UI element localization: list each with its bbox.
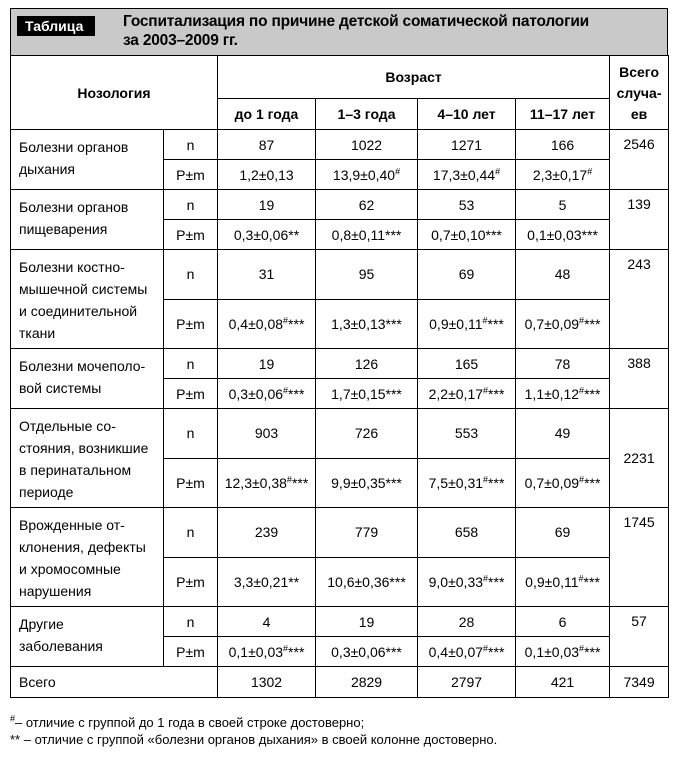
row-label-p: P±m xyxy=(164,557,218,607)
count-cell: 19 xyxy=(316,607,418,637)
summary-value: 2829 xyxy=(316,667,418,698)
pm-cell: 9,9±0,35*** xyxy=(316,458,418,508)
table-header xyxy=(10,8,668,55)
nozology-cell xyxy=(11,607,164,667)
count-cell: 658 xyxy=(418,508,516,558)
pm-cell: 0,1±0,03*** xyxy=(516,220,610,250)
pm-cell: 1,3±0,13*** xyxy=(316,299,418,349)
summary-row xyxy=(11,667,669,698)
nozology-cell xyxy=(11,130,164,190)
table-row-n xyxy=(11,250,669,300)
pm-cell: 0,3±0,06#*** xyxy=(218,379,316,409)
total-cell: 2231 xyxy=(610,409,669,508)
nozology-name-line: нарушения xyxy=(19,583,92,599)
col-header-total xyxy=(610,56,669,130)
summary-total: 7349 xyxy=(610,667,669,698)
count-cell: 69 xyxy=(516,508,610,558)
count-cell: 95 xyxy=(316,250,418,300)
nozology-cell xyxy=(11,349,164,409)
count-cell: 239 xyxy=(218,508,316,558)
table-row-n xyxy=(11,409,669,459)
nozology-name-line: заболевания xyxy=(19,638,103,654)
footnote-2: ** – отличие с группой «болезни органов дыхания» в своей колонне достоверно. xyxy=(10,732,498,747)
row-label-n: n xyxy=(164,607,218,637)
count-cell: 6 xyxy=(516,607,610,637)
nozology-name-line: Болезни мочеполо- xyxy=(19,358,146,374)
pm-cell: 0,1±0,03#*** xyxy=(218,637,316,667)
pm-cell: 0,7±0,09#*** xyxy=(516,458,610,508)
count-cell: 5 xyxy=(516,190,610,220)
summary-value: 421 xyxy=(516,667,610,698)
pm-cell: 0,3±0,06*** xyxy=(316,637,418,667)
summary-value: 2797 xyxy=(418,667,516,698)
total-line-3: ев xyxy=(630,106,648,122)
footnote-1: #– отличие с группой до 1 года в своей строке достоверно; xyxy=(10,713,365,730)
row-label-p: P±m xyxy=(164,160,218,190)
total-cell: 139 xyxy=(610,190,669,250)
header-row xyxy=(11,56,669,99)
row-label-n: n xyxy=(164,349,218,379)
count-cell: 903 xyxy=(218,409,316,459)
age-header: 4–10 лет xyxy=(418,99,516,130)
nozology-name-line: пищеварения xyxy=(19,221,108,237)
count-cell: 78 xyxy=(516,349,610,379)
nozology-cell xyxy=(11,190,164,250)
nozology-name-line: стояния, возникшие xyxy=(19,440,149,456)
pm-cell: 2,3±0,17# xyxy=(516,160,610,190)
pm-cell: 12,3±0,38#*** xyxy=(218,458,316,508)
pm-cell: 1,1±0,12#*** xyxy=(516,379,610,409)
nozology-cell xyxy=(11,250,164,349)
total-cell: 1745 xyxy=(610,508,669,607)
nozology-name-line: Врожденные от- xyxy=(19,517,125,533)
table-tag: Таблица xyxy=(17,16,95,36)
nozology-name-line: и хромосомные xyxy=(19,561,121,577)
nozology-name-line: мышечной системы xyxy=(19,281,148,297)
age-header: 11–17 лет xyxy=(516,99,610,130)
nozology-name-line: Болезни органов xyxy=(19,139,129,155)
pm-cell: 0,4±0,07#*** xyxy=(418,637,516,667)
pm-cell: 3,3±0,21** xyxy=(218,557,316,607)
pm-cell: 1,7±0,15*** xyxy=(316,379,418,409)
row-label-n: n xyxy=(164,130,218,160)
nozology-name-line: и соединительной xyxy=(19,303,138,319)
pm-cell: 17,3±0,44# xyxy=(418,160,516,190)
pm-cell: 0,8±0,11*** xyxy=(316,220,418,250)
row-label-n: n xyxy=(164,250,218,300)
pm-cell: 10,6±0,36*** xyxy=(316,557,418,607)
col-header-age: Возраст xyxy=(218,56,610,99)
total-cell: 2546 xyxy=(610,130,669,190)
count-cell: 779 xyxy=(316,508,418,558)
pm-cell: 2,2±0,17#*** xyxy=(418,379,516,409)
row-label-p: P±m xyxy=(164,379,218,409)
nozology-name-line: клонения, дефекты xyxy=(19,539,146,555)
age-header: до 1 года xyxy=(218,99,316,130)
table-row-n xyxy=(11,190,669,220)
table-row-n xyxy=(11,349,669,379)
total-cell: 243 xyxy=(610,250,669,349)
total-cell: 388 xyxy=(610,349,669,409)
pm-cell: 13,9±0,40# xyxy=(316,160,418,190)
count-cell: 48 xyxy=(516,250,610,300)
nozology-name-line: Болезни костно- xyxy=(19,259,125,275)
table-row-n xyxy=(11,508,669,558)
count-cell: 69 xyxy=(418,250,516,300)
count-cell: 166 xyxy=(516,130,610,160)
row-label-p: P±m xyxy=(164,637,218,667)
count-cell: 49 xyxy=(516,409,610,459)
count-cell: 62 xyxy=(316,190,418,220)
age-header: 1–3 года xyxy=(316,99,418,130)
nozology-name-line: ткани xyxy=(19,325,56,341)
data-table xyxy=(10,55,669,698)
row-label-p: P±m xyxy=(164,220,218,250)
pm-cell: 0,1±0,03#*** xyxy=(516,637,610,667)
count-cell: 165 xyxy=(418,349,516,379)
row-label-n: n xyxy=(164,190,218,220)
pm-cell: 7,5±0,31#*** xyxy=(418,458,516,508)
table-row-n xyxy=(11,130,669,160)
count-cell: 1271 xyxy=(418,130,516,160)
title-line-1: Госпитализация по причине детской соматической патологии xyxy=(123,13,589,30)
table-title xyxy=(123,12,589,50)
total-cell: 57 xyxy=(610,607,669,667)
pm-cell: 0,7±0,09#*** xyxy=(516,299,610,349)
nozology-name-line: в перинатальном xyxy=(19,462,132,478)
row-label-p: P±m xyxy=(164,299,218,349)
row-label-p: P±m xyxy=(164,458,218,508)
total-line-2: случа- xyxy=(616,85,662,101)
count-cell: 4 xyxy=(218,607,316,637)
table-container xyxy=(10,8,668,698)
title-line-2: за 2003–2009 гг. xyxy=(123,32,238,49)
nozology-name-line: дыхания xyxy=(19,161,75,177)
nozology-name-line: вой системы xyxy=(19,380,102,396)
nozology-cell xyxy=(11,409,164,508)
count-cell: 726 xyxy=(316,409,418,459)
count-cell: 87 xyxy=(218,130,316,160)
count-cell: 19 xyxy=(218,349,316,379)
col-header-nozology: Нозология xyxy=(11,56,218,130)
nozology-name-line: Другие xyxy=(19,616,64,632)
count-cell: 1022 xyxy=(316,130,418,160)
table-row-n xyxy=(11,607,669,637)
pm-cell: 1,2±0,13 xyxy=(218,160,316,190)
nozology-cell xyxy=(11,508,164,607)
nozology-name-line: периоде xyxy=(19,484,74,500)
count-cell: 126 xyxy=(316,349,418,379)
footnotes xyxy=(10,714,497,748)
summary-value: 1302 xyxy=(218,667,316,698)
pm-cell: 0,9±0,11#*** xyxy=(516,557,610,607)
nozology-name-line: Болезни органов xyxy=(19,199,129,215)
row-label-n: n xyxy=(164,409,218,459)
nozology-name-line: Отдельные со- xyxy=(19,418,116,434)
summary-label: Всего xyxy=(11,667,218,698)
total-line-1: Всего xyxy=(619,64,659,80)
count-cell: 53 xyxy=(418,190,516,220)
count-cell: 28 xyxy=(418,607,516,637)
pm-cell: 0,4±0,08#*** xyxy=(218,299,316,349)
pm-cell: 9,0±0,33#*** xyxy=(418,557,516,607)
pm-cell: 0,9±0,11#*** xyxy=(418,299,516,349)
count-cell: 31 xyxy=(218,250,316,300)
count-cell: 19 xyxy=(218,190,316,220)
row-label-n: n xyxy=(164,508,218,558)
pm-cell: 0,3±0,06** xyxy=(218,220,316,250)
footnote-1-text: – отличие с группой до 1 года в своей строке достоверно; xyxy=(15,715,365,730)
pm-cell: 0,7±0,10*** xyxy=(418,220,516,250)
count-cell: 553 xyxy=(418,409,516,459)
